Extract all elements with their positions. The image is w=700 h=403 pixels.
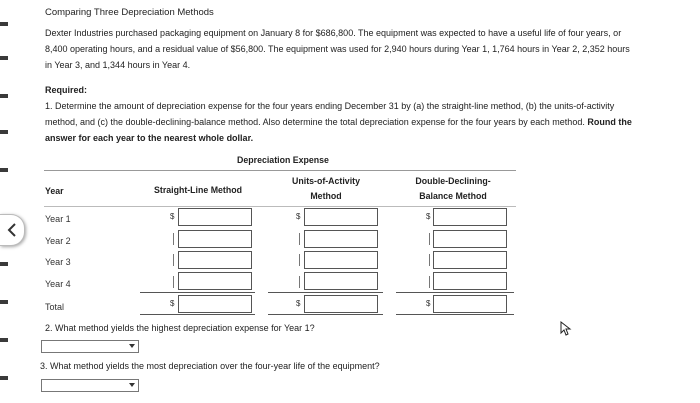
col-header-units-of-activity: Units-of-Activity [292,176,360,186]
total-double-rule [268,314,383,315]
edge-marker [0,376,8,380]
currency-symbol: $ [426,299,431,308]
ua-year-3-input[interactable] [304,251,378,269]
sl-year-1-input[interactable] [178,208,252,226]
ddb-year-4-input[interactable] [433,272,507,290]
question-1-rounding-note: Round the [587,117,632,127]
currency-marker [173,233,174,245]
edge-marker [0,168,8,172]
row-label-year-2: Year 2 [45,236,71,246]
currency-symbol: $ [296,299,301,308]
ddb-year-2-input[interactable] [433,230,507,248]
row-label-year-1: Year 1 [45,214,71,224]
chevron-left-icon [6,222,18,238]
col-header-units-of-activity: Method [310,191,342,201]
ua-year-4-input[interactable] [304,272,378,290]
col-header-year: Year [45,186,64,196]
edge-marker [0,262,8,266]
currency-marker [429,233,430,245]
currency-marker [299,276,300,288]
ddb-year-1-input[interactable] [433,208,507,226]
row-label-year-4: Year 4 [45,279,71,289]
currency-marker [429,254,430,266]
ua-total-input[interactable] [304,295,378,313]
sl-year-2-input[interactable] [178,230,252,248]
question-1-text [45,114,632,130]
total-double-rule [140,314,255,315]
currency-marker [299,254,300,266]
total-rule [396,292,514,293]
currency-marker [299,233,300,245]
edge-marker [0,130,8,134]
col-header-straight-line: Straight-Line Method [154,185,242,195]
problem-text-line: Dexter Industries purchased packaging equipment on January 8 for $686,800. The equipment was expected to have a useful life of four years, or [45,28,622,38]
edge-marker [0,56,8,60]
chevron-down-icon [129,344,135,348]
col-header-double-declining: Double-Declining- [415,176,491,186]
currency-symbol: $ [296,212,301,221]
edge-marker [0,22,8,26]
ua-year-2-input[interactable] [304,230,378,248]
mouse-cursor-icon [558,320,574,336]
sl-total-input[interactable] [178,295,252,313]
total-rule [268,292,383,293]
currency-symbol: $ [170,299,175,308]
question-1-text-normal: method, and (c) the double-declining-balance method. Also determine the total depreciation expense for the four years by each method. [45,117,585,127]
currency-marker [173,276,174,288]
question-2-select[interactable] [41,340,139,353]
currency-symbol: $ [426,212,431,221]
header-rule [44,206,516,207]
ddb-total-input[interactable] [433,295,507,313]
problem-text-line: in Year 3, and 1,344 hours in Year 4. [45,60,191,70]
total-double-rule [396,314,514,315]
currency-marker [429,276,430,288]
sl-year-4-input[interactable] [178,272,252,290]
row-label-year-3: Year 3 [45,257,71,267]
currency-symbol: $ [170,212,175,221]
edge-marker [0,94,8,98]
edge-marker [0,338,8,342]
left-edge-strip [0,0,20,403]
question-3-text: 3. What method yields the most depreciation over the four-year life of the equipment? [40,361,380,371]
row-label-total: Total [45,302,65,312]
question-2-text: 2. What method yields the highest depreciation expense for Year 1? [45,323,315,333]
ddb-year-3-input[interactable] [433,251,507,269]
sl-year-3-input[interactable] [178,251,252,269]
question-3-select[interactable] [41,379,139,392]
previous-button[interactable] [0,214,25,246]
chevron-down-icon [129,383,135,387]
problem-text-line: 8,400 operating hours, and a residual value of $56,800. The equipment was used for 2,940 hours during Year 1, 1,764 hours in Year 2, 2,352 hours [45,44,630,54]
ua-year-1-input[interactable] [304,208,378,226]
required-label: Required: [45,85,88,95]
caption-rule [44,170,516,171]
table-caption: Depreciation Expense [237,155,329,165]
page-title: Comparing Three Depreciation Methods [45,7,214,18]
col-header-double-declining: Balance Method [419,191,487,201]
currency-marker [173,254,174,266]
question-1-rounding-note: answer for each year to the nearest whole dollar. [45,133,254,143]
edge-marker [0,300,8,304]
question-1-text: 1. Determine the amount of depreciation expense for the four years ending December 31 by (a) the straight-line method, (b) the units-of-activity [45,101,615,111]
total-rule [140,292,255,293]
